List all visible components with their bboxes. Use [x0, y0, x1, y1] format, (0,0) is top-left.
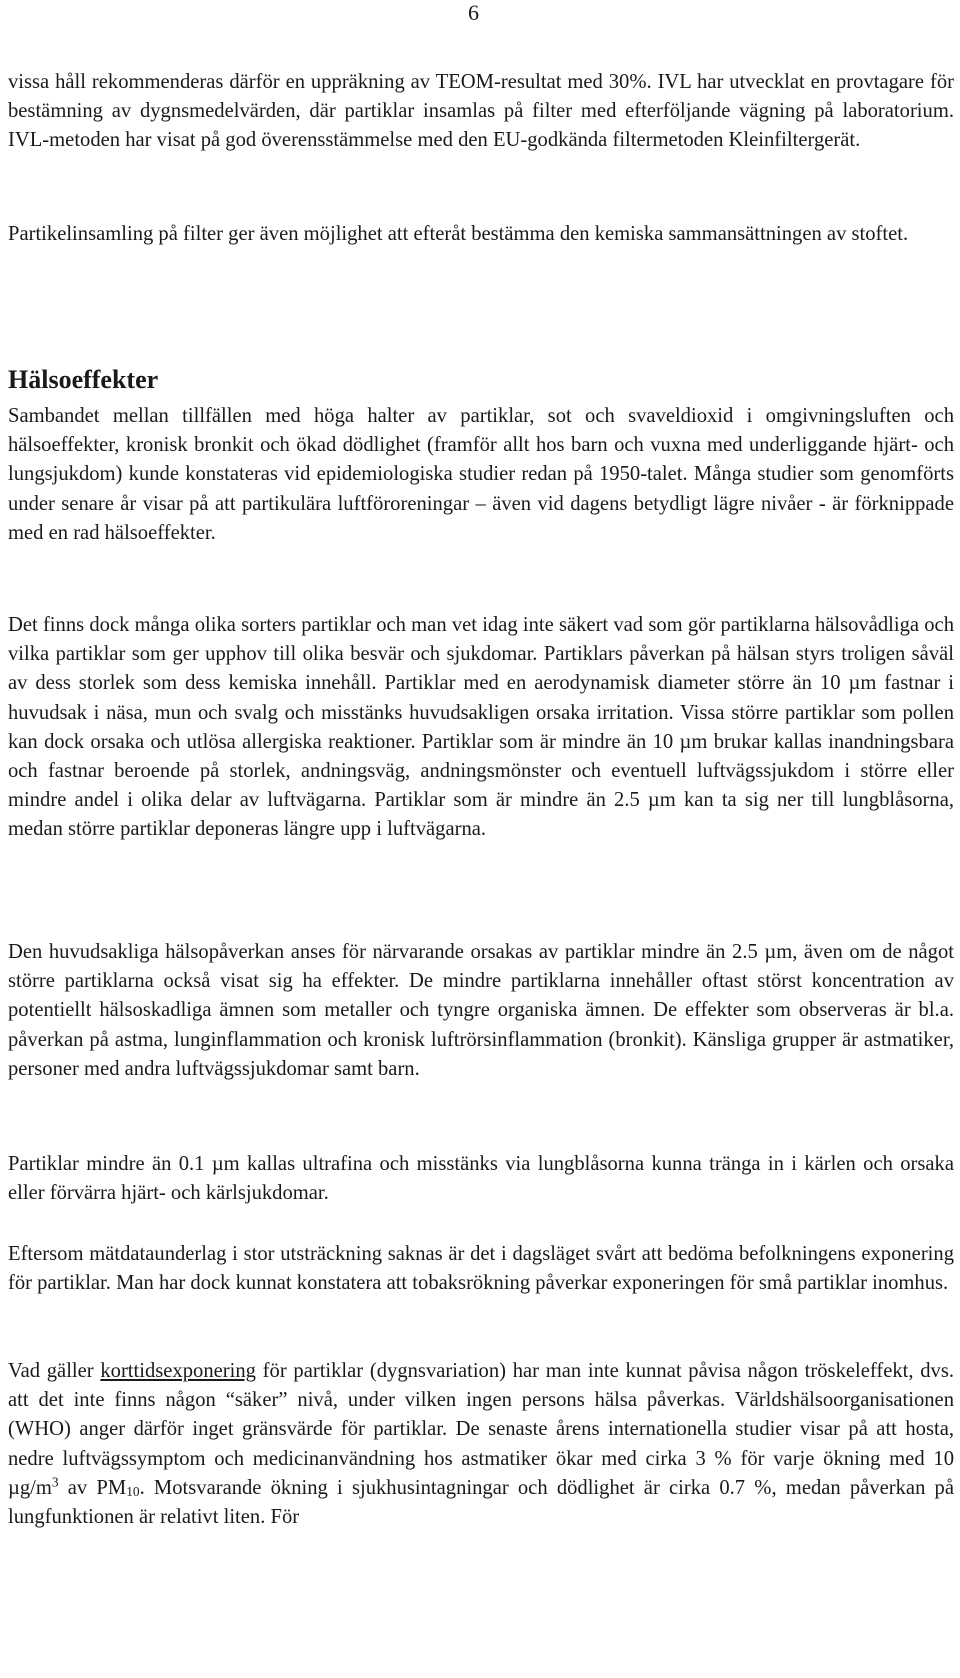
text-run: av PM	[58, 1476, 127, 1499]
body-paragraph: Partikelinsamling på filter ger även möjlighet att efteråt bestämma den kemiska sammansättningen av stoftet.	[8, 223, 909, 245]
body-paragraph: Eftersom mätdataunderlag i stor utsträckning saknas är det i dagsläget svårt att bedöma befolkningens exponering för partiklar. Man har dock kunnat konstatera att tobaksrökning påverkar exponeringen för små partiklar inomhus.	[8, 1243, 954, 1295]
text-run: Vad gäller	[8, 1360, 101, 1382]
text-run: . Motsvarande ökning i sjukhusintagningar och dödlighet är cirka 0.7 %, medan påverkan på lungfunktionen är relativt liten. För	[8, 1476, 954, 1529]
body-paragraph: Den huvudsakliga hälsopåverkan anses för närvarande orsakas av partiklar mindre än 2.5 µm, även om de något större partiklarna också visat sig ha effekter. De mindre partiklarna innehåller oftast störst koncentration av potentiellt hälsoskadliga ämnen som metaller och tyngre organiska ämnen. De effekter som observeras är bl.a. påverkan på astma, lunginflammation och kronisk luftrörsinflammation (bronkit). Känsliga grupper är astmatiker, personer med andra luftvägssjukdomar samt barn.	[8, 941, 954, 1080]
body-paragraph-last	[8, 1357, 954, 1532]
body-paragraph: Sambandet mellan tillfällen med höga halter av partiklar, sot och svaveldioxid i omgivningsluften och hälsoeffekter, kronisk bronkit och ökad dödlighet (framför allt hos barn och vuxna med underliggande hjärt- och lungsjukdom) kunde konstateras vid epidemiologiska studier redan på 1950-talet. Många studier som genomförts under senare år visar på att partikulära luftföroreningar – även vid dagens betydligt lägre nivåer - är förknippade med en rad hälsoeffekter.	[8, 405, 954, 544]
body-paragraph: vissa håll rekommenderas därför en uppräkning av TEOM-resultat med 30%. IVL har utvecklat en provtagare för bestämning av dygnsmedelvärden, där partiklar insamlas på filter med efterföljande vägning på laboratorium. IVL-metoden har visat på god överensstämmelse med den EU-godkända filtermetoden Kleinfiltergerät.	[8, 71, 954, 152]
page-number: 6	[468, 0, 479, 25]
underlined-term: korttidsexponering	[100, 1360, 256, 1382]
section-heading: Hälsoeffekter	[8, 365, 159, 394]
superscript: 3	[51, 1474, 59, 1490]
text-run: för partiklar (dygnsvariation) har man inte kunnat påvisa någon tröskeleffekt, dvs. att det inte finns någon “säker” nivå, under vilken ingen persons hälsa påverkas. Världshälsoorganisationen (WHO) anger därför inget gränsvärde för partiklar. De senaste årens internationella studier visar på att hosta, nedre luftvägssymptom och medicinanvändning hos astmatiker ökar med cirka 3 % för varje ökning med 10 µg/m	[8, 1360, 955, 1499]
subscript: 10	[126, 1483, 140, 1499]
body-paragraph: Partiklar mindre än 0.1 µm kallas ultrafina och misstänks via lungblåsorna kunna tränga in i kärlen och orsaka eller förvärra hjärt- och kärlsjukdomar.	[8, 1153, 954, 1205]
body-paragraph: Det finns dock många olika sorters partiklar och man vet idag inte säkert vad som gör partiklarna hälsovådliga och vilka partiklar som ger upphov till olika besvär och sjukdomar. Partiklars påverkan på hälsan styrs troligen såväl av dess storlek som dess kemiska innehåll. Partiklar med en aerodynamisk diameter större än 10 µm fastnar i huvudsak i näsa, mun och svalg och misstänks huvudsakligen orsaka irritation. Vissa större partiklar som pollen kan dock orsaka och utlösa allergiska reaktioner. Partiklar som är mindre än 10 µm brukar kallas inandningsbara och fastnar beroende på storlek, andningsväg, andningsmönster och eventuell luftvägssjukdom i större eller mindre andel i olika delar av luftvägarna. Partiklar som är mindre än 2.5 µm kan ta sig ner till lungblåsorna, medan större partiklar deponeras längre upp i luftvägarna.	[8, 614, 954, 841]
